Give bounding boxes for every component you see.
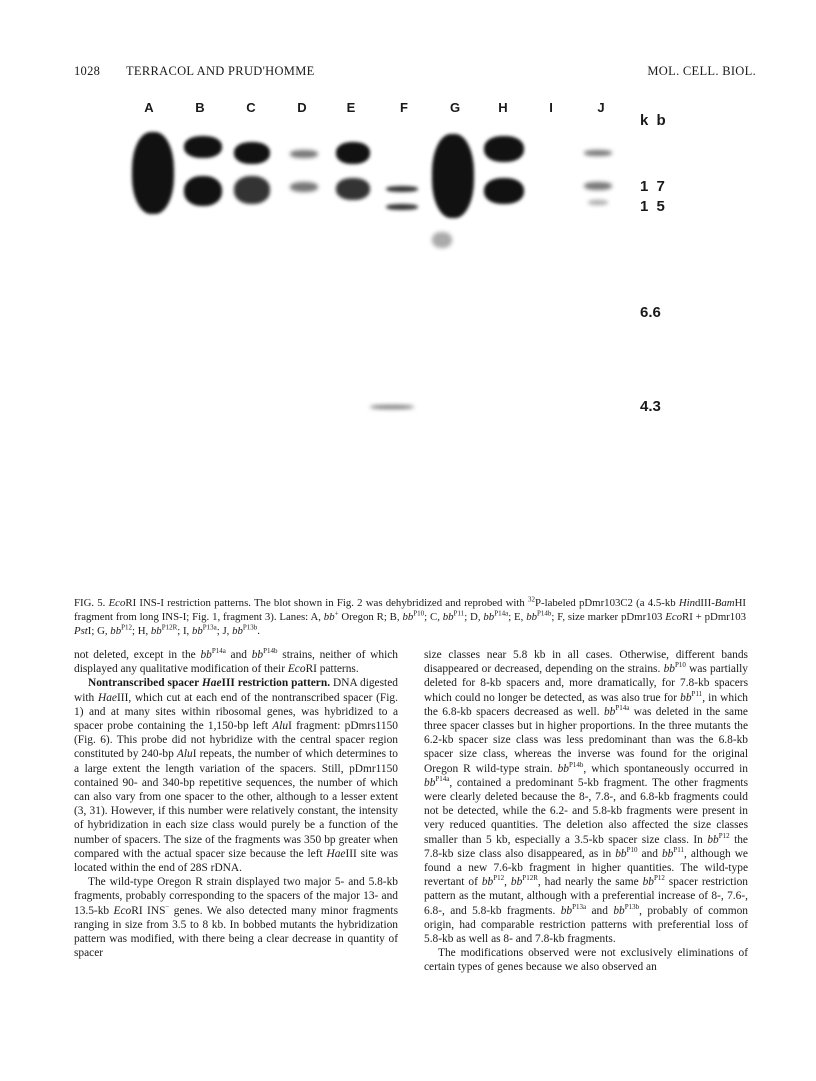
lane-label-c: C: [246, 100, 256, 115]
lane-e-band: [336, 142, 370, 164]
left-column: [74, 648, 398, 960]
lane-b-band: [184, 136, 222, 158]
lane-d-band: [290, 150, 318, 158]
lane-g-band: [432, 134, 474, 218]
lane-j-band: [584, 150, 612, 156]
left-paragraph-1: not deleted, except in the $bb^{P14a}$ and $bb^{P14b}$ strains, neither of which displayed any qualitative modification of their EcoRI patterns.: [74, 647, 398, 676]
lane-c-band: [234, 176, 270, 204]
left-paragraph-2: [74, 676, 398, 875]
lane-label-e: E: [346, 100, 356, 115]
size-marker-4-3kb: 4.3: [640, 398, 661, 415]
kb-unit-label: k b: [640, 112, 668, 129]
lane-label-a: A: [144, 100, 154, 115]
lane-e-band: [336, 178, 370, 200]
lane-h-band: [484, 178, 524, 204]
size-marker-17kb: 1 7: [640, 178, 667, 195]
lane-j-band: [584, 182, 612, 190]
lane-a-band: [132, 132, 174, 214]
section-heading: Nontranscribed spacer HaeIII restriction pattern.: [88, 677, 331, 690]
lane-label-d: D: [297, 100, 307, 115]
lane-h-band: [484, 136, 524, 162]
lane-label-b: B: [195, 100, 205, 115]
lane-f-band: [386, 186, 418, 192]
lane-c-band: [234, 142, 270, 164]
page-number: 1028: [74, 64, 101, 78]
size-marker-6-6kb: 6.6: [640, 304, 661, 321]
figure-caption-label: FIG. 5.: [74, 597, 106, 609]
lane-b-band: [184, 176, 222, 206]
size-marker-15kb: 1 5: [640, 198, 667, 215]
right-column: [424, 648, 748, 975]
running-head-journal: MOL. CELL. BIOL.: [647, 64, 756, 78]
lane-f-band: [370, 405, 414, 409]
lane-label-f: F: [400, 100, 408, 115]
right-paragraph-1: size classes near 5.8 kb in all cases. Otherwise, different bands disappeared or decreased, depending on the strains. $bb^{P10}$ was partially deleted for 8-kb spacers and, more dramatically, for 7.8-kb spacers which could no longer be detected, as was also true for $bb^{P11}$, in which the 6.8-kb spacers decreased as well. $bb^{P14a}$ was deleted in the same three spacer classes but in higher proportions. In the three mutants the 6.2-kb spacer size class was less predominant than was the 6.8-kb spacer size class, whereas the inverse was found for the original Oregon R wild-type strain. $bb^{P14b}$, which spontaneously occurred in $bb^{P14a}$, contained a predominant 5-kb fragment. The other fragments were clearly deleted because the 8-, 7.8-, and 6.8-kb fragments could not be detected, while the 6.2- and 5.8-kb fragments were present in very reduced quantities. The deletion also affected the size classes smaller than 5 kb, especially a 3.5-kb spacer size class. In $bb^{P12}$ the 7.8-kb size class also disappeared, as in $bb^{P10}$ and $bb^{P11}$, although we found a new 7.6-kb fragment in higher quantities. The wild-type revertant of $bb^{P12}$, $bb^{P12R}$, had nearly the same $bb^{P12}$ spacer restriction pattern as the mutant, although with a preferential increase of 8-, 7.6-, 6.8-, and 5.8-kb fragments. $bb^{P13a}$ and $bb^{P13b}$, probably of common origin, had comparable restriction patterns with preferential loss of 5.8-kb as well as 8- and 7.8-kb fragments.: [424, 649, 748, 946]
lane-d-band: [290, 182, 318, 192]
left-paragraph-3: The wild-type Oregon R strain displayed two major 5- and 5.8-kb fragments, probably corresponding to the spacers of the major 13- and 13.5-kb EcoRI INS− genes. We also detected many minor fragments ranging in size from 3.5 to 8 kb. In bobbed mutants the hybridization pattern was modified, with there being a clear decrease in quantity of spacer: [74, 876, 399, 960]
lane-f-band: [386, 204, 418, 210]
lane-g-band: [432, 232, 452, 248]
southern-blot-figure: [110, 92, 710, 572]
left-paragraph-2-body: DNA digested with HaeIII, which cut at each end of the nontranscribed spacer (Fig. 1) and at many sites within ribosomal genes, was hybridized to a spacer probe containing the 1,150-bp left AluI fragment: pDmrs1150 (Fig. 6). This probe did not hybridize with the central spacer region constituted by 240-bp AluI repeats, the number of which determines to a large extent the length variation of the spacers. Still, pDmr1150 contained 90- and 340-bp repetitive sequences, the number of which can also vary from one spacer to the other, although to a lesser extent (3, 31). However, if this number were relatively constant, the intensity of hybridization in each size class would purely be a function of the number of spacers. The size of the fragments was 350 bp greater when compared with the actual spacer size because the left HaeIII site was located within the end of 28S rDNA.: [74, 677, 398, 875]
lane-label-i: I: [549, 100, 553, 115]
figure-caption: [74, 596, 746, 638]
lane-label-h: H: [498, 100, 508, 115]
right-paragraph-2: The modifications observed were not exclusively eliminations of certain types of genes because we also observed an: [424, 947, 748, 974]
lane-j-band: [588, 200, 608, 205]
running-head-authors: TERRACOL AND PRUD'HOMME: [126, 64, 315, 78]
lane-label-g: G: [449, 100, 461, 115]
figure-caption-text: EcoRI INS-I restriction patterns. The blot shown in Fig. 2 was dehybridized and reprobed with $^{32}$P-labeled pDmr103C2 (a 4.5-kb HindIII-BamHI fragment from long INS-I; Fig. 1, fragment 3). Lanes: A, bb+ Oregon R; B, $bb^{P10}$; C, $bb^{P11}$; D, $bb^{P14a}$; E, $bb^{P14b}$; F, size marker pDmr103 EcoRI + pDmr103 PstI; G, $bb^{P12}$; H, $bb^{P12R}$; I, $bb^{P13a}$; J, $bb^{P13b}$.: [74, 595, 747, 637]
lane-label-j: J: [597, 100, 605, 115]
